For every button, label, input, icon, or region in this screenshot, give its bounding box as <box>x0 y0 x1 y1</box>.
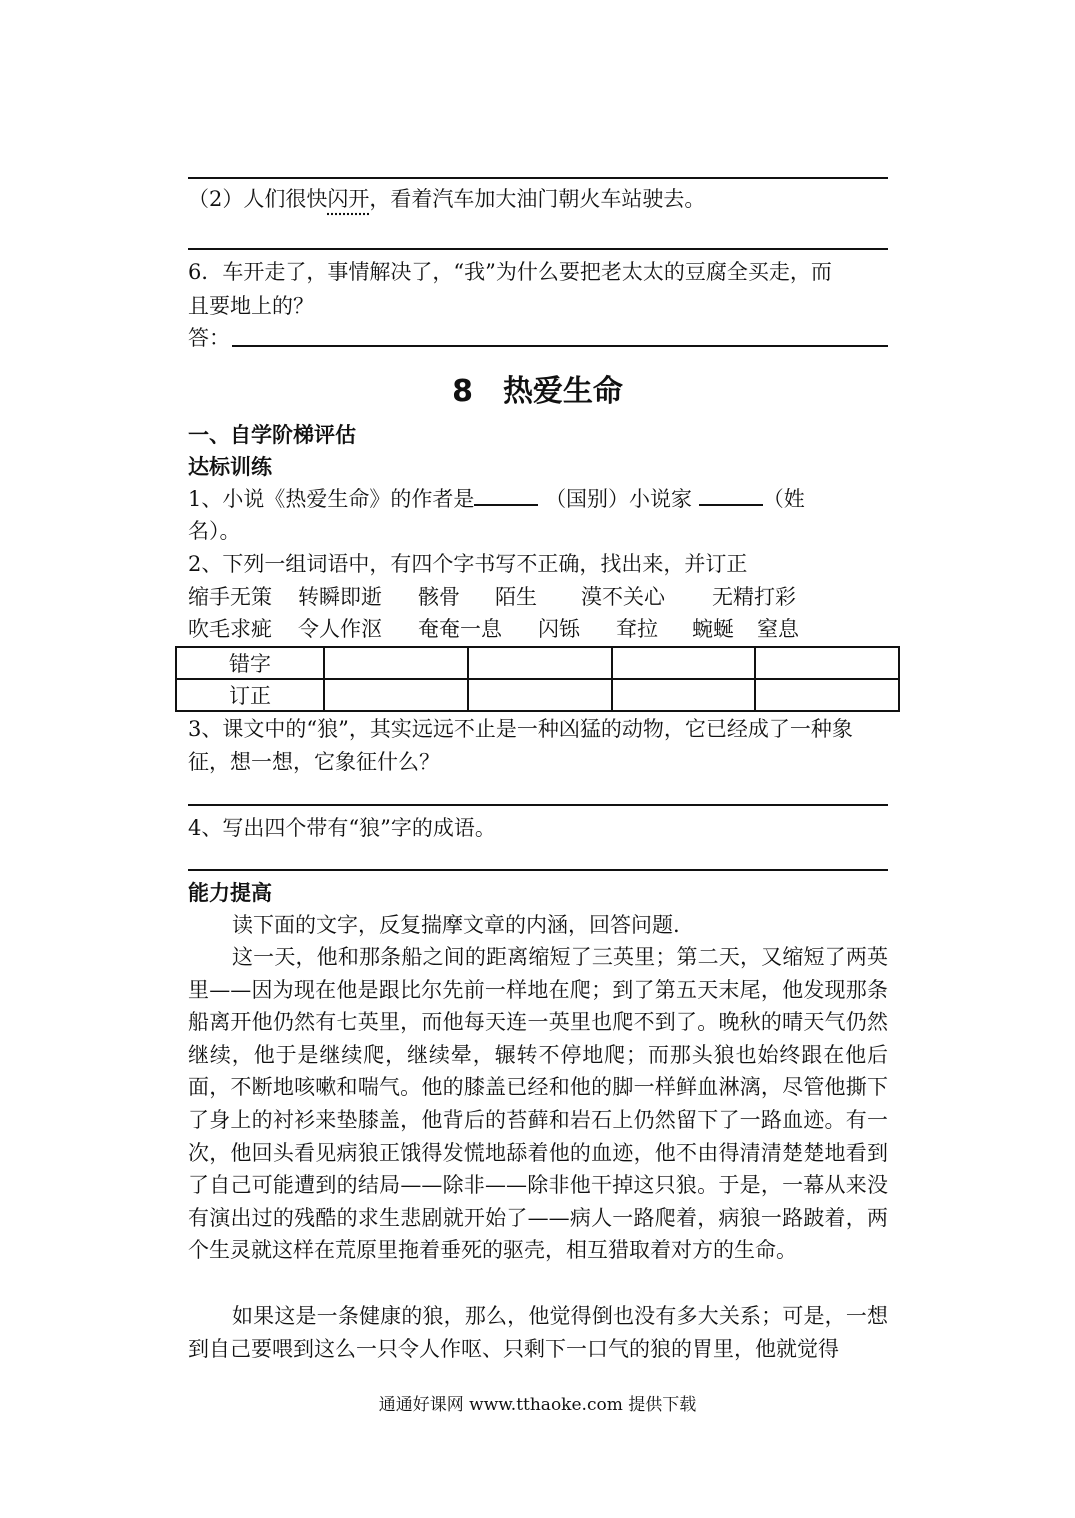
reading-paragraph-2: 如果这是一条健康的狼，那么，他觉得倒也没有多大关系；可是，一想到自己要喂到这么一只令人作呕、只剩下一口气的狼的胃里，他就觉得 <box>188 1304 888 1361</box>
table-cell[interactable] <box>612 679 756 711</box>
q6-answer <box>188 322 888 355</box>
q2-prompt: 2、下列一组词语中，有四个字书写不正确，找出来，并订正 <box>188 552 748 576</box>
word-item: 令人作沤 <box>298 617 382 641</box>
reading-instruction: 读下面的文字，反复揣摩文章的内涵，回答问题. <box>232 913 680 937</box>
word-item: 陌生 <box>495 585 537 609</box>
word-item: 蜿蜒 <box>692 617 734 641</box>
table-cell[interactable] <box>468 679 612 711</box>
q5-item2: （2）人们很快闪开，看着汽车加大油门朝火车站驶去。 <box>188 187 706 211</box>
fill-blank-author[interactable] <box>699 484 763 506</box>
fill-blank-country[interactable] <box>474 484 538 506</box>
q1-line2: 名）。 <box>188 519 241 543</box>
word-item: 吹毛求疵 <box>188 617 272 641</box>
word-item: 闪铄 <box>538 617 580 641</box>
word-item: 漠不关心 <box>581 585 665 609</box>
q3-line1: 3、课文中的“狼”，其实远远不止是一种凶猛的动物，它已经成了一种象 <box>188 717 853 741</box>
q3-line2: 征，想一想，它象征什么？ <box>188 750 440 774</box>
answer-line <box>188 248 888 250</box>
answer-line <box>188 869 888 871</box>
q1-line1: 1、小说《热爱生命》的作者是 （国别）小说家 （姓 <box>188 483 888 516</box>
emphasis-mark: 闪开 <box>327 187 370 211</box>
answer-line <box>188 804 888 806</box>
reading-paragraph-1: 这一天，他和那条船之间的距离缩短了三英里；第二天，又缩短了两英里——因为现在他是跟比尔先前一样地在爬；到了第五天末尾，他发现那条船离开他仍然有七英里，而他每天连一英里也爬不到了。晚秋的晴天气仍然继续，他于是继续爬，继续晕，辗转不停地爬；而那头狼也始终跟在他后面，不断地咳嗽和喘气。他的膝盖已经和他的脚一样鲜血淋漓，尽管他撕下了身上的衬衫来垫膝盖，他背后的苔藓和岩石上仍然留下了一路血迹。有一次，他回头看见病狼正饿得发慌地舔着他的血迹，他不由得清清楚楚地看到了自己可能遭到的结局——除非——除非他干掉这只狼。于是，一幕从来没有演出过的残酷的求生悲剧就开始了——病人一路爬着，病狼一路跛着，两个生灵就这样在荒原里拖着垂死的驱壳，相互猎取着对方的生命。 <box>188 945 888 1263</box>
q4: 4、写出四个带有“狼”字的成语。 <box>188 816 496 840</box>
answer-line <box>232 345 888 347</box>
word-item: 转瞬即逝 <box>298 585 382 609</box>
word-item: 奄奄一息 <box>418 617 502 641</box>
word-item: 耷拉 <box>616 617 658 641</box>
section-heading: 一、自学阶梯评估 <box>188 423 356 447</box>
section-heading: 能力提高 <box>188 881 272 905</box>
q6-line1: 6．车开走了，事情解决了，“我”为什么要把老太太的豆腐全买走，而 <box>188 260 832 284</box>
table-row <box>176 647 899 679</box>
answer-line <box>188 177 888 179</box>
lesson-title <box>0 366 1075 410</box>
q6-line2: 且要地上的？ <box>188 294 314 318</box>
table-cell[interactable] <box>612 647 756 679</box>
subsection-heading: 达标训练 <box>188 455 272 479</box>
table-row <box>176 679 899 711</box>
footer-credit: 通通好课网 www.tthaoke.com 提供下载 <box>378 1395 697 1415</box>
table-cell[interactable] <box>324 679 468 711</box>
word-item: 无精打彩 <box>712 585 796 609</box>
word-item: 骸骨 <box>418 585 460 609</box>
word-item: 缩手无策 <box>188 585 272 609</box>
word-item: 窒息 <box>757 617 799 641</box>
correction-table <box>175 646 900 712</box>
lesson-number: 8 <box>452 374 473 409</box>
table-cell[interactable] <box>324 647 468 679</box>
table-cell[interactable] <box>468 647 612 679</box>
table-cell[interactable] <box>755 647 899 679</box>
answer-label: 答： <box>188 326 230 350</box>
lesson-name: 热爱生命 <box>502 374 623 409</box>
row-header-correct: 订正 <box>176 679 324 711</box>
row-header-wrong: 错字 <box>176 647 324 679</box>
table-cell[interactable] <box>755 679 899 711</box>
